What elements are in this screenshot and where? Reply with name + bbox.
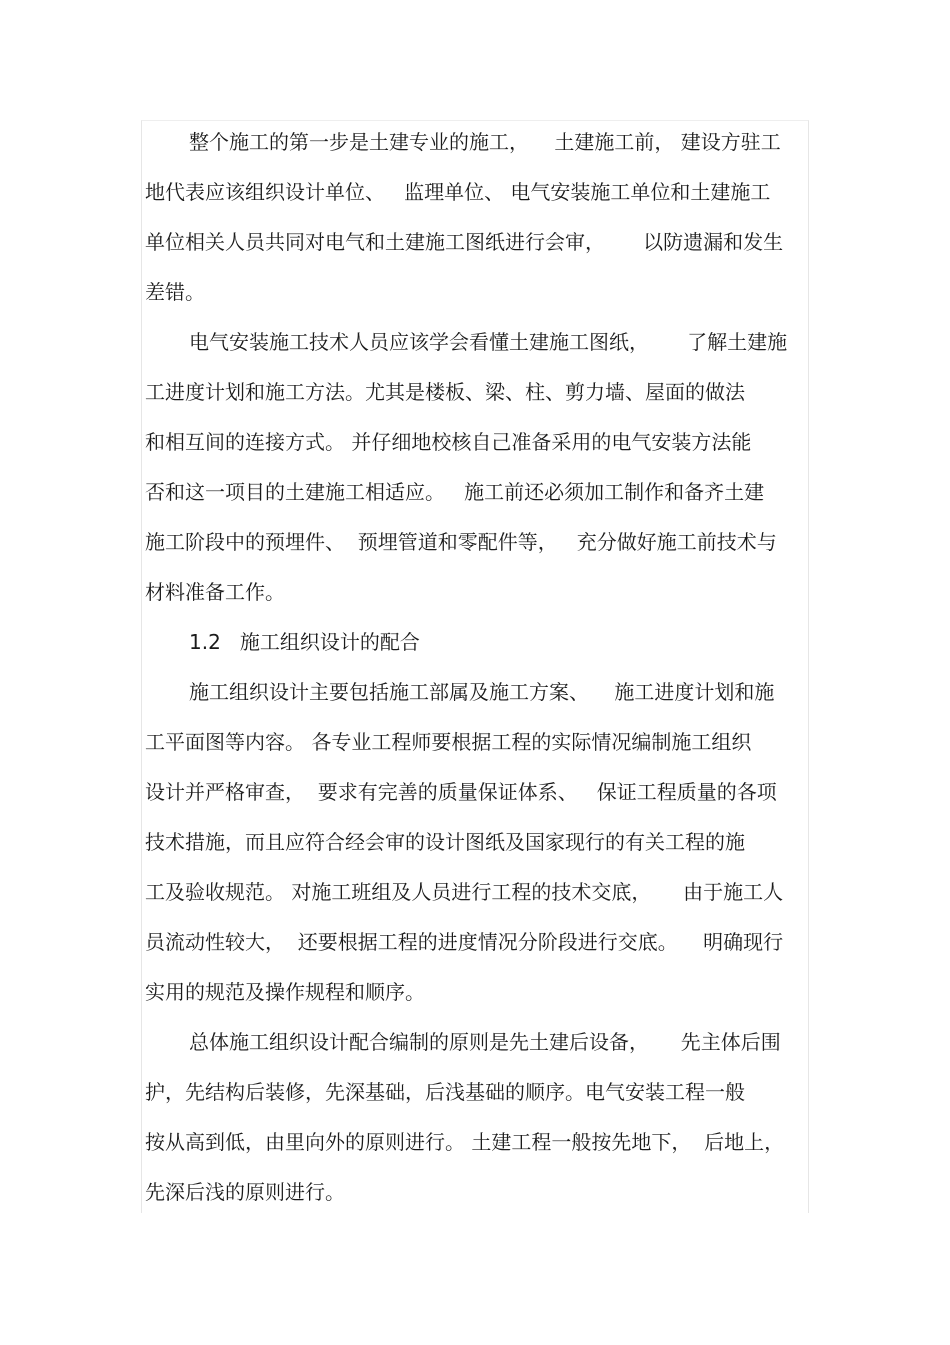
paragraph-2-line-6: 材料准备工作。 (145, 580, 285, 604)
paragraph-3-line-7: 实用的规范及操作规程和顺序。 (145, 980, 425, 1004)
paragraph-1-line-3: 单位相关人员共同对电气和土建施工图纸进行会审， 以防遗漏和发生 (145, 230, 784, 254)
paragraph-4-line-1: 总体施工组织设计配合编制的原则是先土建后设备， 先主体后围 (189, 1030, 781, 1054)
paragraph-2-line-3: 和相互间的连接方式。 并仔细地校核自己准备采用的电气安装方法能 (145, 430, 752, 454)
paragraph-3-line-3: 设计并严格审查， 要求有完善的质量保证体系、 保证工程质量的各项 (145, 780, 777, 804)
paragraph-1-line-4: 差错。 (145, 280, 205, 304)
paragraph-2-line-4: 否和这一项目的土建施工相适应。 施工前还必须加工制作和备齐土建 (145, 480, 765, 504)
paragraph-3-line-4: 技术措施，而且应符合经会审的设计图纸及国家现行的有关工程的施 (145, 830, 745, 854)
paragraph-2-line-5: 施工阶段中的预埋件、 预埋管道和零配件等， 充分做好施工前技术与 (145, 530, 777, 554)
paragraph-3-line-6: 员流动性较大， 还要根据工程的进度情况分阶段进行交底。 明确现行 (145, 930, 784, 954)
paragraph-1-line-2: 地代表应该组织设计单位、 监理单位、 电气安装施工单位和土建施工 (145, 180, 771, 204)
paragraph-4-line-3: 按从高到低，由里向外的原则进行。 土建工程一般按先地下， 后地上， (145, 1130, 785, 1154)
paragraph-4-line-2: 护，先结构后装修，先深基础，后浅基础的顺序。电气安装工程一般 (145, 1080, 745, 1104)
paragraph-1-line-1: 整个施工的第一步是土建专业的施工， 土建施工前， 建设方驻工 (189, 130, 781, 154)
paragraph-4-line-4: 先深后浅的原则进行。 (145, 1180, 345, 1204)
paragraph-2-line-1: 电气安装施工技术人员应该学会看懂土建施工图纸， 了解土建施 (189, 330, 788, 354)
section-heading: 1.2 施工组织设计的配合 (189, 630, 420, 654)
paragraph-2-line-2: 工进度计划和施工方法。尤其是楼板、梁、柱、剪力墙、屋面的做法 (145, 380, 745, 404)
paragraph-3-line-5: 工及验收规范。 对施工班组及人员进行工程的技术交底， 由于施工人 (145, 880, 784, 904)
paragraph-3-line-2: 工平面图等内容。 各专业工程师要根据工程的实际情况编制施工组织 (145, 730, 752, 754)
paragraph-3-line-1: 施工组织设计主要包括施工部属及施工方案、 施工进度计划和施 (189, 680, 775, 704)
